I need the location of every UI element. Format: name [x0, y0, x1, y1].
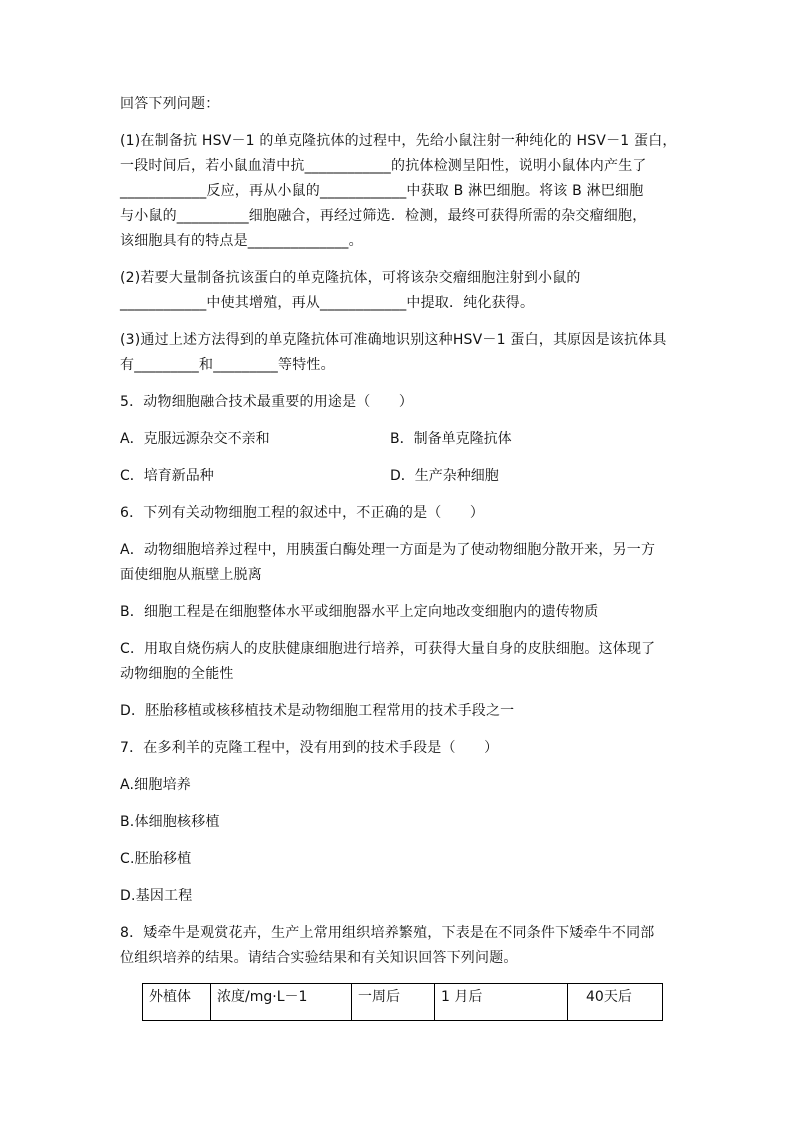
text-line: ____________中使其增殖，再从____________中提取．纯化获得。	[120, 295, 535, 311]
table-header-cell: 外植体	[143, 984, 211, 1021]
question-1-part-2	[120, 266, 680, 316]
option-a: A．克服远源杂交不亲和	[120, 431, 270, 447]
text-line: 与小鼠的__________细胞融合，再经过筛选．检测，最终可获得所需的杂交瘤细胞，	[120, 208, 647, 224]
table-header-row	[143, 984, 663, 1021]
question-6-option-b: B．细胞工程是在细胞整体水平或细胞器水平上定向地改变细胞内的遗传物质	[120, 604, 599, 620]
question-7-option-c: C.胚胎移植	[120, 851, 192, 867]
question-6-option-c	[120, 637, 680, 687]
text-line: (3)通过上述方法得到的单克隆抗体可准确地识别这种HSV－1 蛋白，其原因是该抗体具	[120, 332, 667, 348]
question-7-option-a: A.细胞培养	[120, 777, 191, 793]
question-6-stem: 6．下列有关动物细胞工程的叙述中，不正确的是（ ）	[120, 505, 485, 521]
option-b: B．制备单克隆抗体	[390, 431, 512, 447]
text-line: 该细胞具有的特点是______________。	[120, 233, 363, 249]
question-8-stem	[120, 921, 680, 971]
question-1-part-1	[120, 129, 680, 254]
question-6-option-d: D．胚胎移植或核移植技术是动物细胞工程常用的技术手段之一	[120, 703, 515, 719]
option-c: C．培育新品种	[120, 468, 214, 484]
question-7-stem: 7．在多利羊的克隆工程中，没有用到的技术手段是（ ）	[120, 740, 499, 756]
text-line: 一段时间后，若小鼠血清中抗____________的抗体检测呈阳性，说明小鼠体内产生了	[120, 158, 647, 174]
table-header-cell: 1 月后	[435, 984, 568, 1021]
question-1-part-3	[120, 328, 680, 378]
document-page	[120, 92, 680, 1021]
question-6-option-a	[120, 538, 680, 588]
question-7-option-d: D.基因工程	[120, 888, 193, 904]
text-line: 面使细胞从瓶壁上脱离	[120, 567, 262, 583]
table-header-cell: 浓度/mg·L－1	[211, 984, 352, 1021]
text-line: A．动物细胞培养过程中，用胰蛋白酶处理一方面是为了使动物细胞分散开来，另一方	[120, 542, 656, 558]
text-line: C．用取自烧伤病人的皮肤健康细胞进行培养，可获得大量自身的皮肤细胞。这体现了	[120, 641, 656, 657]
option-d: D．生产杂种细胞	[390, 468, 499, 484]
text-line: 位组织培养的结果。请结合实验结果和有关知识回答下列问题。	[120, 950, 518, 966]
question-5-stem: 5．动物细胞融合技术最重要的用途是（ ）	[120, 394, 414, 410]
text-line: (2)若要大量制备抗该蛋白的单克隆抗体，可将该杂交瘤细胞注射到小鼠的	[120, 270, 581, 286]
table-header-cell: 一周后	[352, 984, 435, 1021]
table-header-cell: 40天后	[568, 984, 663, 1021]
question-5-options-row-2	[120, 464, 680, 489]
intro-text: 回答下列问题：	[120, 96, 220, 112]
text-line: 动物细胞的全能性	[120, 666, 234, 682]
culture-results-table	[142, 983, 663, 1021]
question-7-option-b: B.体细胞核移植	[120, 814, 220, 830]
text-line: 有_________和_________等特性。	[120, 357, 335, 373]
text-line: ____________反应，再从小鼠的____________中获取 B 淋巴细胞。将该 B 淋巴细胞	[120, 183, 644, 199]
question-5-options-row-1	[120, 427, 680, 452]
text-line: (1)在制备抗 HSV－1 的单克隆抗体的过程中，先给小鼠注射一种纯化的 HSV－1 蛋白，	[120, 133, 677, 149]
text-line: 8．矮牵牛是观赏花卉，生产上常用组织培养繁殖，下表是在不同条件下矮牵牛不同部	[120, 925, 655, 941]
